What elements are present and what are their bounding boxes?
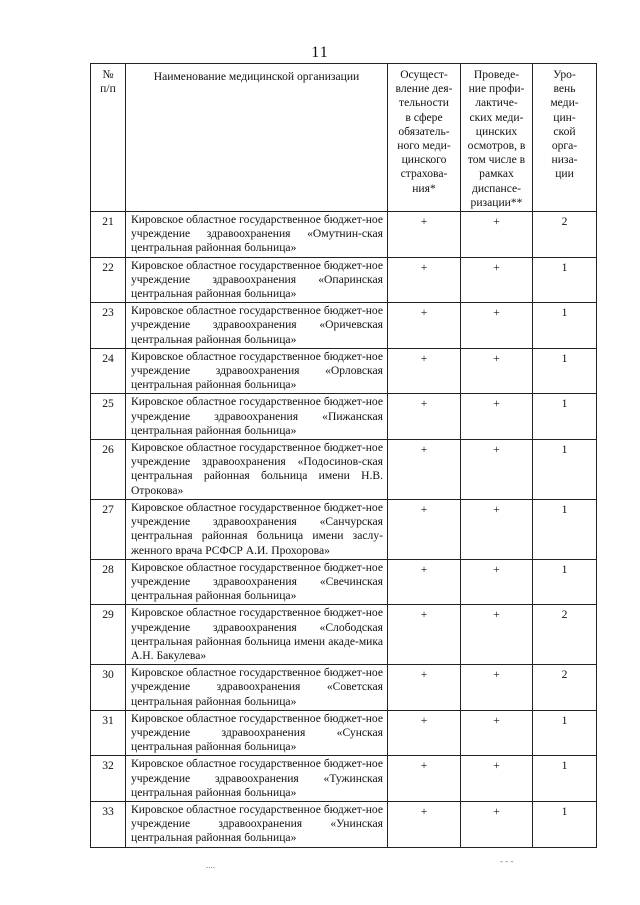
table-row [91, 440, 597, 500]
organization-name: Кировское областное государственное бюджет-ное учреждение здравоохранения «Советская центральная районная больница» [126, 665, 388, 711]
table-row [91, 212, 597, 258]
organization-level: 1 [533, 801, 597, 847]
oms-mark: + [388, 212, 461, 258]
row-number: 30 [91, 665, 126, 711]
row-number: 27 [91, 499, 126, 559]
organization-level: 2 [533, 665, 597, 711]
preventive-exam-mark: + [461, 257, 533, 303]
preventive-exam-mark: + [461, 440, 533, 500]
organization-name: Кировское областное государственное бюджет-ное учреждение здравоохранения «Пижанская центральная районная больница» [126, 394, 388, 440]
row-number: 29 [91, 605, 126, 665]
preventive-exam-mark: + [461, 394, 533, 440]
row-number: 23 [91, 303, 126, 349]
organization-name: Кировское областное государственное бюджет-ное учреждение здравоохранения «Подосинов-ская центральная районная больница имени Н.В. Отрокова» [126, 440, 388, 500]
preventive-exam-mark: + [461, 348, 533, 394]
table-row [91, 710, 597, 756]
table-row [91, 394, 597, 440]
oms-mark: + [388, 440, 461, 500]
table-row [91, 559, 597, 605]
organization-name: Кировское областное государственное бюджет-ное учреждение здравоохранения «Тужинская центральная районная больница» [126, 756, 388, 802]
oms-mark: + [388, 665, 461, 711]
row-number: 31 [91, 710, 126, 756]
oms-mark: + [388, 605, 461, 665]
row-number: 25 [91, 394, 126, 440]
preventive-exam-mark: + [461, 665, 533, 711]
oms-mark: + [388, 559, 461, 605]
row-number: 21 [91, 212, 126, 258]
oms-mark: + [388, 303, 461, 349]
organization-level: 2 [533, 212, 597, 258]
organization-level: 1 [533, 303, 597, 349]
organization-level: 1 [533, 394, 597, 440]
preventive-exam-mark: + [461, 605, 533, 665]
organization-name: Кировское областное государственное бюджет-ное учреждение здравоохранения «Унинская центральная районная больница» [126, 801, 388, 847]
row-number: 28 [91, 559, 126, 605]
header-organization-level: Уро- вень меди- цин- ской орга- низа- ции [533, 64, 597, 212]
table-row [91, 801, 597, 847]
preventive-exam-mark: + [461, 756, 533, 802]
scan-artifact: .... [206, 860, 215, 870]
organization-level: 1 [533, 499, 597, 559]
row-number: 24 [91, 348, 126, 394]
preventive-exam-mark: + [461, 559, 533, 605]
preventive-exam-mark: + [461, 801, 533, 847]
oms-mark: + [388, 756, 461, 802]
organization-level: 1 [533, 710, 597, 756]
organization-name: Кировское областное государственное бюджет-ное учреждение здравоохранения «Слободская центральная районная больница имени акаде-мика А.Н. Бакулева» [126, 605, 388, 665]
organization-name: Кировское областное государственное бюджет-ное учреждение здравоохранения «Сунская центральная районная больница» [126, 710, 388, 756]
organization-name: Кировское областное государственное бюджет-ное учреждение здравоохранения «Санчурская центральная районная больница имени заслу-женного врача РСФСР А.И. Прохорова» [126, 499, 388, 559]
table-row [91, 257, 597, 303]
table-row [91, 605, 597, 665]
header-number: № п/п [91, 64, 126, 212]
medical-organizations-table [90, 63, 597, 848]
organization-level: 1 [533, 559, 597, 605]
organization-name: Кировское областное государственное бюджет-ное учреждение здравоохранения «Свечинская центральная районная больница» [126, 559, 388, 605]
table-row [91, 499, 597, 559]
preventive-exam-mark: + [461, 303, 533, 349]
organization-level: 2 [533, 605, 597, 665]
oms-mark: + [388, 257, 461, 303]
oms-mark: + [388, 710, 461, 756]
row-number: 26 [91, 440, 126, 500]
organization-name: Кировское областное государственное бюджет-ное учреждение здравоохранения «Опаринская центральная районная больница» [126, 257, 388, 303]
oms-mark: + [388, 348, 461, 394]
organization-name: Кировское областное государственное бюджет-ное учреждение здравоохранения «Оричевская центральная районная больница» [126, 303, 388, 349]
organization-level: 1 [533, 348, 597, 394]
header-organization-name: Наименование медицинской организации [126, 64, 388, 212]
preventive-exam-mark: + [461, 499, 533, 559]
header-preventive-exams: Проведе- ние профи- лактиче- ских меди- цинских осмотров, в том числе в рамках диспансе- ризации** [461, 64, 533, 212]
organization-level: 1 [533, 440, 597, 500]
table-row [91, 348, 597, 394]
organization-name: Кировское областное государственное бюджет-ное учреждение здравоохранения «Омутнин-ская центральная районная больница» [126, 212, 388, 258]
table-row [91, 665, 597, 711]
row-number: 33 [91, 801, 126, 847]
table-header-row [91, 64, 597, 212]
preventive-exam-mark: + [461, 212, 533, 258]
page-number: 11 [311, 44, 329, 61]
scan-artifact: - - - [500, 856, 514, 866]
organization-name: Кировское областное государственное бюджет-ное учреждение здравоохранения «Орловская центральная районная больница» [126, 348, 388, 394]
organization-level: 1 [533, 756, 597, 802]
table-row [91, 756, 597, 802]
header-oms-activity: Осущест- вление дея- тельности в сфере обязатель- ного меди- цинского страхова- ния* [388, 64, 461, 212]
organization-level: 1 [533, 257, 597, 303]
oms-mark: + [388, 499, 461, 559]
preventive-exam-mark: + [461, 710, 533, 756]
oms-mark: + [388, 394, 461, 440]
row-number: 32 [91, 756, 126, 802]
row-number: 22 [91, 257, 126, 303]
table-row [91, 303, 597, 349]
oms-mark: + [388, 801, 461, 847]
